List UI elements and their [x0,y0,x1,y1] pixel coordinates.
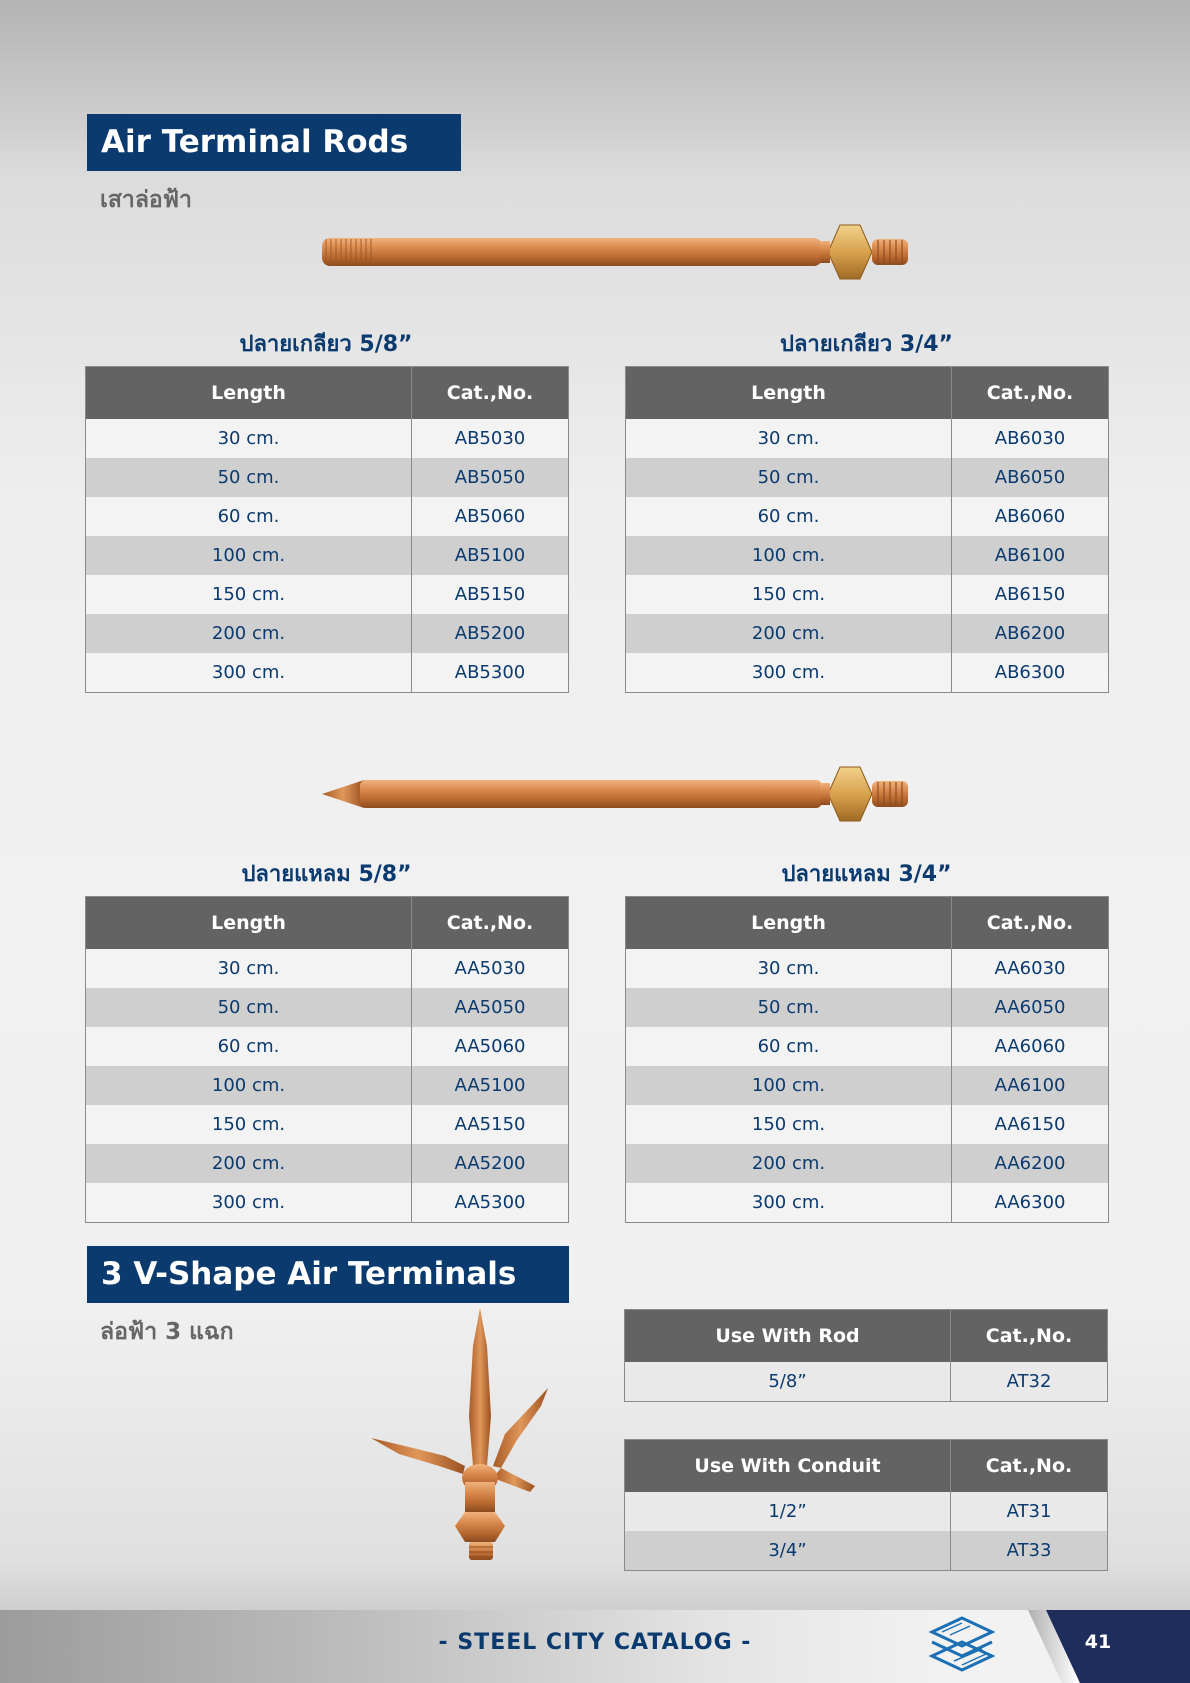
table-use-with-conduit [624,1439,1108,1571]
table-row [86,1144,569,1183]
table-row [626,988,1109,1027]
table-row [626,536,1109,575]
heading-pointed-3-4: ปลายแหลม 3/4” [781,862,952,887]
cell-cat-no: AB6150 [952,575,1109,614]
cell-cat-no: AA5300 [412,1183,569,1223]
cell-cat-no: AA5150 [412,1105,569,1144]
table-pointed-3-4 [625,896,1109,1223]
table-use-with-rod [624,1309,1108,1402]
table-row [626,419,1109,458]
cell-cat-no: AA6060 [952,1027,1109,1066]
cell-length: 50 cm. [86,458,412,497]
table-row [86,575,569,614]
table-row [626,1183,1109,1223]
table-pointed-5-8 [85,896,569,1223]
threaded-rod-image [320,222,910,284]
steel-city-logo-icon [926,1612,998,1678]
table-row [86,949,569,988]
cell-length: 30 cm. [86,419,412,458]
cell-length: 50 cm. [86,988,412,1027]
column-header-cat-no: Cat.,No. [952,367,1109,420]
column-header-length: Length [86,367,412,420]
table-row [625,1531,1108,1571]
table-row [86,536,569,575]
column-header-cat-no: Cat.,No. [412,897,569,950]
table-row [626,497,1109,536]
table-row [626,614,1109,653]
table-row [625,1362,1108,1402]
cell-length: 60 cm. [86,1027,412,1066]
cell-cat-no: AA6150 [952,1105,1109,1144]
cell-size: 3/4” [625,1531,951,1571]
cell-length: 60 cm. [626,497,952,536]
cell-length: 200 cm. [626,614,952,653]
table-row [625,1492,1108,1531]
column-header-cat-no: Cat.,No. [952,897,1109,950]
cell-size: 1/2” [625,1492,951,1531]
table-row [86,1183,569,1223]
cell-length: 50 cm. [626,988,952,1027]
v-shape-terminal-image [365,1306,565,1562]
cell-cat-no: AB5150 [412,575,569,614]
section-title-air-terminal-rods: Air Terminal Rods [87,114,461,171]
table-threaded-3-4 [625,366,1109,693]
table-row [86,1027,569,1066]
cell-length: 150 cm. [86,575,412,614]
cell-cat-no: AA5050 [412,988,569,1027]
cell-cat-no: AB6300 [952,653,1109,693]
column-header-length: Length [626,367,952,420]
table-row [86,653,569,693]
cell-length: 100 cm. [86,1066,412,1105]
cell-cat-no: AB5300 [412,653,569,693]
cell-cat-no: AA6300 [952,1183,1109,1223]
cell-cat-no: AT32 [951,1362,1108,1402]
table-row [86,1105,569,1144]
table-row [626,1144,1109,1183]
cell-cat-no: AB5060 [412,497,569,536]
cell-length: 60 cm. [86,497,412,536]
cell-size: 5/8” [625,1362,951,1402]
table-row [86,988,569,1027]
table-row [626,1027,1109,1066]
column-header-length: Length [86,897,412,950]
footer-catalog-title: - STEEL CITY CATALOG - [438,1630,752,1655]
section-subtitle: เสาล่อฟ้า [100,187,192,213]
cell-length: 150 cm. [626,575,952,614]
cell-cat-no: AB5100 [412,536,569,575]
pointed-rod-image [320,764,910,826]
cell-length: 60 cm. [626,1027,952,1066]
cell-length: 30 cm. [626,419,952,458]
table-row [626,575,1109,614]
cell-length: 200 cm. [86,614,412,653]
cell-cat-no: AA6030 [952,949,1109,988]
table-row [626,458,1109,497]
cell-cat-no: AB5030 [412,419,569,458]
page-number: 41 [1084,1631,1112,1653]
cell-cat-no: AB6050 [952,458,1109,497]
column-header-use-with-rod: Use With Rod [625,1310,951,1363]
heading-pointed-5-8: ปลายแหลม 5/8” [241,862,412,887]
table-row [86,497,569,536]
cell-length: 50 cm. [626,458,952,497]
table-row [626,1066,1109,1105]
section-title-3-v-shape: 3 V-Shape Air Terminals [87,1246,569,1303]
cell-cat-no: AB6060 [952,497,1109,536]
cell-cat-no: AB5050 [412,458,569,497]
cell-length: 300 cm. [86,653,412,693]
table-threaded-5-8 [85,366,569,693]
cell-cat-no: AT31 [951,1492,1108,1531]
heading-threaded-5-8: ปลายเกลียว 5/8” [239,332,413,357]
cell-cat-no: AA6200 [952,1144,1109,1183]
cell-length: 100 cm. [86,536,412,575]
cell-cat-no: AA5060 [412,1027,569,1066]
table-row [86,419,569,458]
cell-length: 30 cm. [626,949,952,988]
cell-length: 300 cm. [86,1183,412,1223]
cell-cat-no: AA5200 [412,1144,569,1183]
column-header-cat-no: Cat.,No. [951,1310,1108,1363]
table-row [626,653,1109,693]
table-row [626,1105,1109,1144]
cell-length: 300 cm. [626,1183,952,1223]
cell-length: 100 cm. [626,536,952,575]
cell-length: 30 cm. [86,949,412,988]
cell-length: 200 cm. [626,1144,952,1183]
cell-cat-no: AB5200 [412,614,569,653]
cell-cat-no: AA5030 [412,949,569,988]
heading-threaded-3-4: ปลายเกลียว 3/4” [779,332,954,357]
cell-length: 200 cm. [86,1144,412,1183]
column-header-cat-no: Cat.,No. [951,1440,1108,1493]
column-header-length: Length [626,897,952,950]
cell-cat-no: AT33 [951,1531,1108,1571]
cell-cat-no: AB6200 [952,614,1109,653]
table-row [86,1066,569,1105]
column-header-use-with-conduit: Use With Conduit [625,1440,951,1493]
cell-length: 150 cm. [86,1105,412,1144]
cell-cat-no: AB6030 [952,419,1109,458]
cell-length: 100 cm. [626,1066,952,1105]
table-row [626,949,1109,988]
cell-cat-no: AA5100 [412,1066,569,1105]
section-subtitle: ล่อฟ้า 3 แฉก [100,1319,234,1345]
table-row [86,458,569,497]
cell-cat-no: AA6100 [952,1066,1109,1105]
cell-length: 150 cm. [626,1105,952,1144]
table-row [86,614,569,653]
column-header-cat-no: Cat.,No. [412,367,569,420]
cell-cat-no: AA6050 [952,988,1109,1027]
cell-cat-no: AB6100 [952,536,1109,575]
cell-length: 300 cm. [626,653,952,693]
